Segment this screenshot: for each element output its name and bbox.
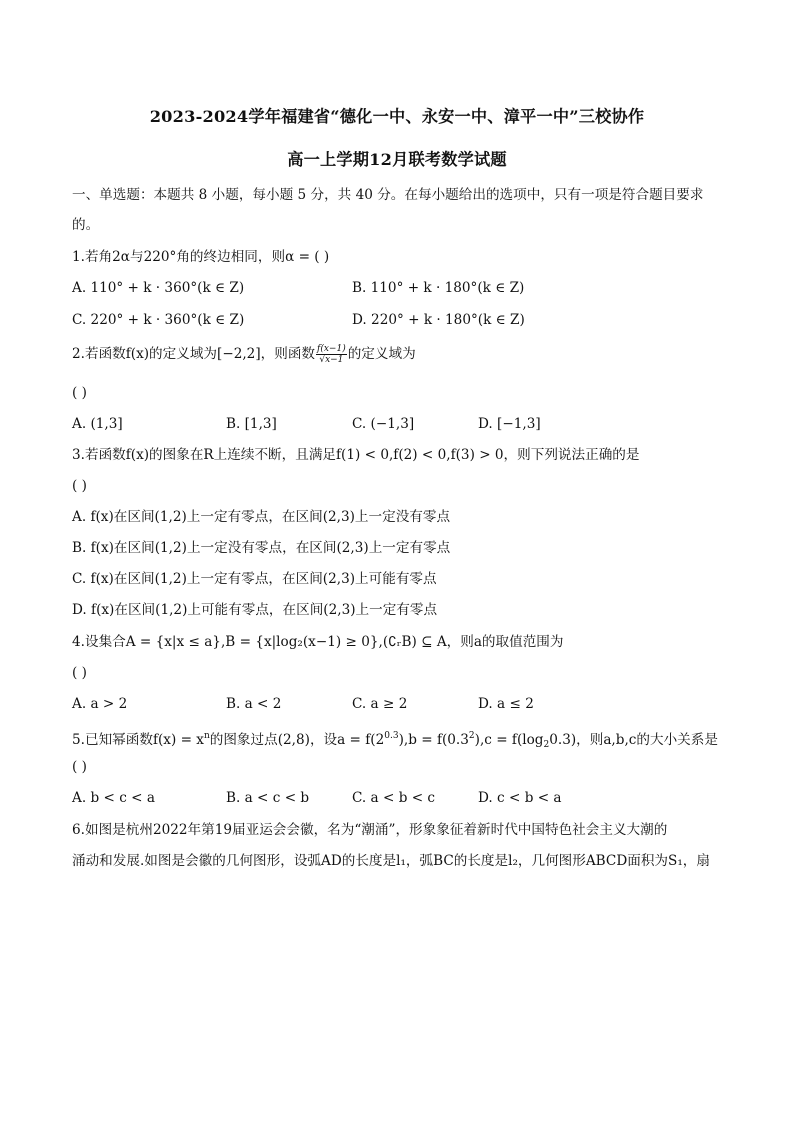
question-4-stem: 4.设集合A = {x|x ≤ a},B = {x|log₂(x−1) ≥ 0},(∁ᵣB) ⊆ A，则a的取值范围为 bbox=[72, 634, 564, 650]
question-2-option-a[interactable]: A. (1,3] bbox=[72, 416, 123, 432]
question-5-option-d[interactable]: D. c < b < a bbox=[478, 790, 562, 806]
question-2-fraction bbox=[316, 344, 347, 365]
log-base-subscript: 2 bbox=[543, 740, 550, 750]
question-3-option-c[interactable]: C. f(x)在区间(1,2)上一定有零点，在区间(2,3)上可能有零点 bbox=[72, 571, 437, 587]
fraction-numerator: f(x−1) bbox=[317, 344, 346, 354]
question-5-stem bbox=[72, 727, 718, 754]
exponent-n: n bbox=[203, 731, 210, 741]
question-5-stem-mid: 的图象过点(2,8)，设a = f(2 bbox=[209, 732, 385, 748]
question-1-option-c[interactable]: C. 220° + k · 360°(k ∈ Z) bbox=[72, 312, 245, 328]
question-5-stem-post: 0.3)，则a,b,c的大小关系是 bbox=[549, 732, 718, 748]
question-5-option-a[interactable]: A. b < c < a bbox=[72, 790, 155, 806]
question-5-stem-mid3: ),c = f(log bbox=[474, 732, 544, 748]
question-4-option-b[interactable]: B. a < 2 bbox=[226, 696, 282, 712]
question-3-answer-paren: ( ) bbox=[72, 478, 87, 494]
question-3-option-d[interactable]: D. f(x)在区间(1,2)上可能有零点，在区间(2,3)上一定有零点 bbox=[72, 602, 438, 618]
question-3-option-b[interactable]: B. f(x)在区间(1,2)上一定没有零点，在区间(2,3)上一定有零点 bbox=[72, 540, 451, 556]
question-3-stem: 3.若函数f(x)的图象在R上连续不断，且满足f(1) < 0,f(2) < 0,f(3) > 0，则下列说法正确的是 bbox=[72, 447, 640, 463]
question-1-stem: 1.若角2α与220°角的终边相同，则α = ( ) bbox=[72, 249, 330, 265]
question-5-option-c[interactable]: C. a < b < c bbox=[352, 790, 436, 806]
question-2-stem-pre: 2.若函数f(x)的定义域为[−2,2]，则函数 bbox=[72, 346, 316, 362]
fraction-denominator: √x−1 bbox=[319, 355, 344, 365]
question-2-stem bbox=[72, 344, 416, 365]
question-1-option-b[interactable]: B. 110° + k · 180°(k ∈ Z) bbox=[352, 280, 525, 296]
question-3-option-a[interactable]: A. f(x)在区间(1,2)上一定有零点，在区间(2,3)上一定没有零点 bbox=[72, 509, 451, 525]
question-4-option-c[interactable]: C. a ≥ 2 bbox=[352, 696, 408, 712]
exponent-0-3: 0.3 bbox=[384, 731, 399, 741]
question-5-stem-pre: 5.已知幂函数f(x) = x bbox=[72, 732, 204, 748]
question-1-option-d[interactable]: D. 220° + k · 180°(k ∈ Z) bbox=[352, 312, 525, 328]
question-2-option-c[interactable]: C. (−1,3] bbox=[352, 416, 415, 432]
exponent-2: 2 bbox=[468, 731, 475, 741]
question-5-option-b[interactable]: B. a < c < b bbox=[226, 790, 310, 806]
question-2-option-b[interactable]: B. [1,3] bbox=[226, 416, 277, 432]
question-6-stem-line2: 涌动和发展.如图是会徽的几何图形，设弧AD的长度是l₁，弧BC的长度是l₂，几何图形ABCD面积为S₁，扇 bbox=[72, 853, 710, 869]
question-2-stem-post: 的定义域为 bbox=[347, 346, 416, 362]
question-4-answer-paren: ( ) bbox=[72, 665, 87, 681]
question-1-option-a[interactable]: A. 110° + k · 360°(k ∈ Z) bbox=[72, 280, 245, 296]
exam-title-line1: 2023-2024学年福建省“德化一中、永安一中、漳平一中”三校协作 bbox=[149, 107, 645, 126]
section-intro-line2: 的。 bbox=[72, 217, 100, 233]
question-2-answer-paren: ( ) bbox=[72, 385, 87, 401]
question-2-option-d[interactable]: D. [−1,3] bbox=[478, 416, 541, 432]
exam-title-line2: 高一上学期12月联考数学试题 bbox=[287, 150, 507, 169]
question-4-option-d[interactable]: D. a ≤ 2 bbox=[478, 696, 534, 712]
question-4-option-a[interactable]: A. a > 2 bbox=[72, 696, 128, 712]
question-5-stem-mid2: ),b = f(0.3 bbox=[398, 732, 469, 748]
question-6-stem-line1: 6.如图是杭州2022年第19届亚运会会徽，名为“潮涌”，形象象征着新时代中国特色社会主义大潮的 bbox=[72, 822, 668, 838]
section-intro-line1: 一、单选题：本题共 8 小题，每小题 5 分，共 40 分。在每小题给出的选项中，只有一项是符合题目要求 bbox=[72, 187, 704, 203]
question-5-answer-paren: ( ) bbox=[72, 759, 87, 775]
